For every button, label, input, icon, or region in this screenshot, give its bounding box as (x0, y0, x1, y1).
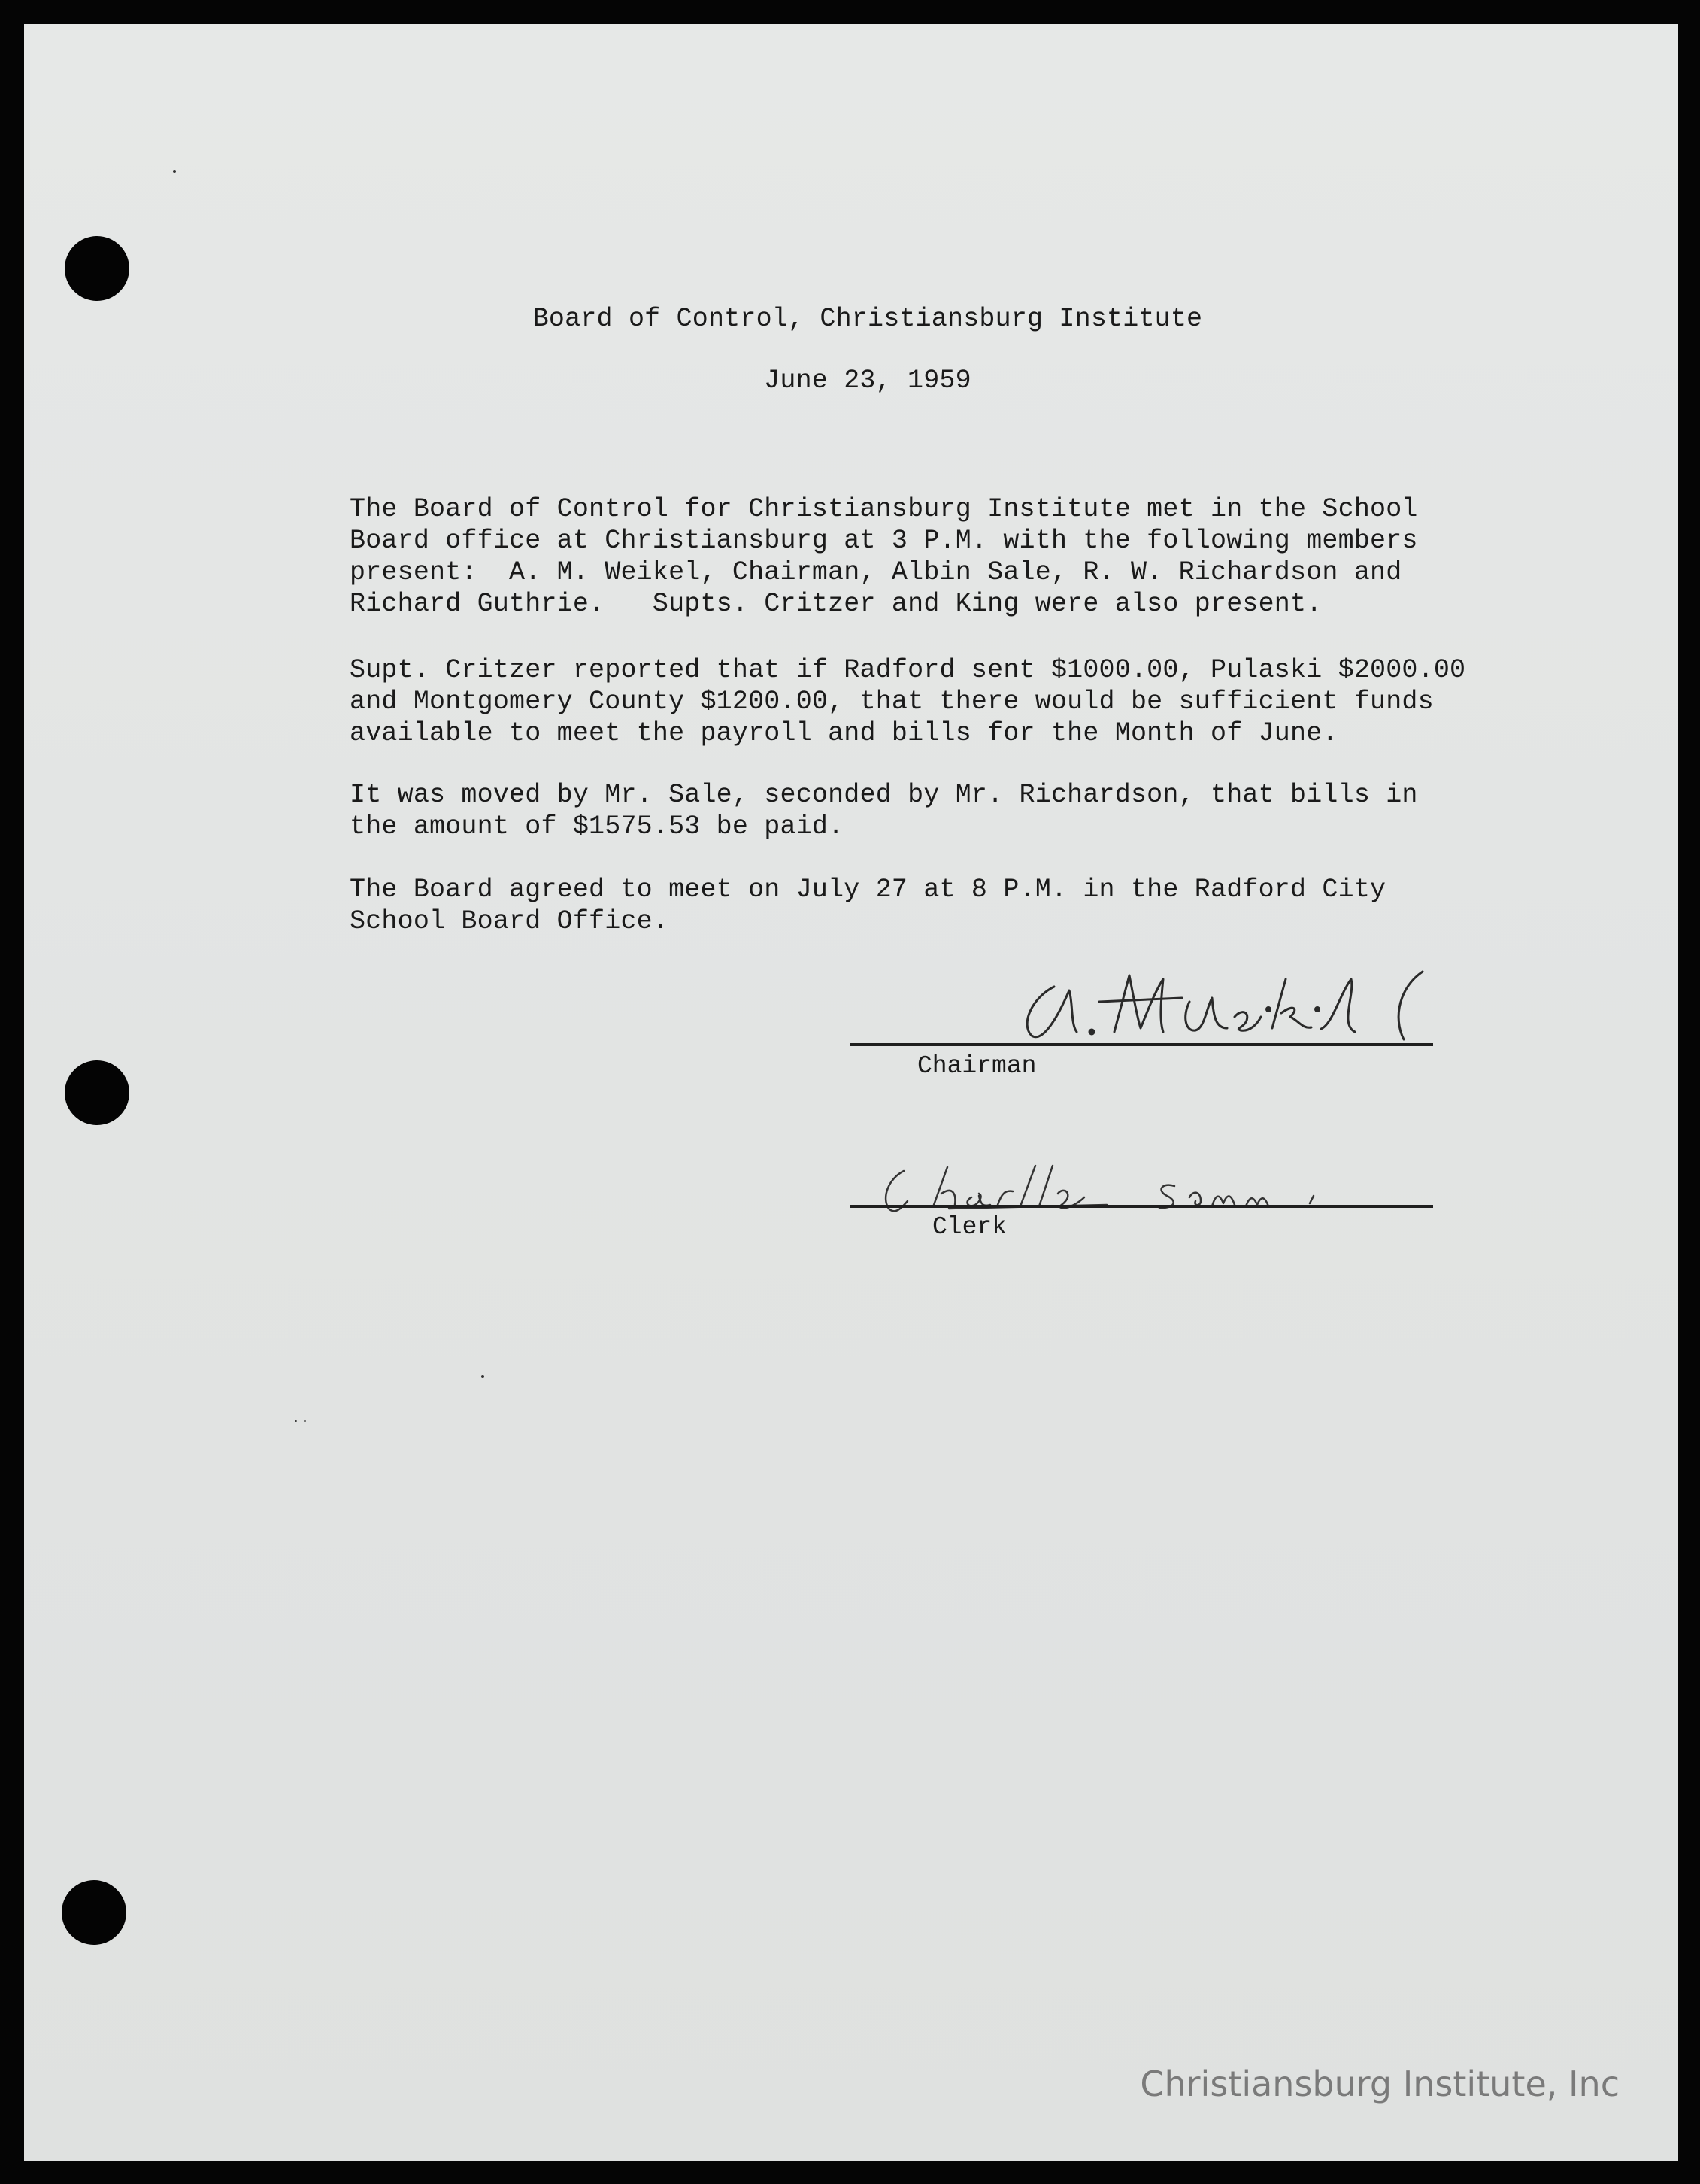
chairman-signature-line (850, 1043, 1433, 1046)
text-line: available to meet the payroll and bills for the Month of June. (350, 718, 1338, 748)
text-line: the amount of $1575.53 be paid. (350, 811, 844, 842)
clerk-label: Clerk (932, 1213, 1008, 1241)
paper-speck (173, 170, 176, 173)
paragraph-next-meeting (350, 874, 1523, 937)
paragraph-attendance (350, 493, 1523, 620)
text-line: School Board Office. (350, 906, 669, 936)
chairman-signature (1002, 957, 1453, 1054)
paper-speck (295, 1420, 297, 1422)
paper-speck (481, 1375, 484, 1378)
punch-hole (65, 1060, 129, 1125)
text-line: The Board agreed to meet on July 27 at 8 P.M. in the Radford City (350, 875, 1386, 905)
clerk-signature-line (850, 1205, 1433, 1208)
text-line: It was moved by Mr. Sale, seconded by Mr. Richardson, that bills in (350, 780, 1418, 810)
paragraph-funds-report (350, 654, 1523, 749)
paragraph-motion (350, 779, 1523, 842)
punch-hole (65, 236, 129, 301)
chairman-label: Chairman (917, 1052, 1037, 1080)
text-line: present: A. M. Weikel, Chairman, Albin Sale, R. W. Richardson and (350, 557, 1402, 587)
document-page (24, 24, 1678, 2161)
document-title: Board of Control, Christiansburg Institute (532, 304, 1203, 334)
text-line: The Board of Control for Christiansburg Institute met in the School (350, 494, 1418, 524)
paper-speck (304, 1420, 306, 1422)
text-line: Board office at Christiansburg at 3 P.M. with the following members (350, 526, 1418, 556)
watermark-text: Christiansburg Institute, Inc (1140, 2064, 1620, 2104)
text-line: Supt. Critzer reported that if Radford sent $1000.00, Pulaski $2000.00 (350, 655, 1466, 685)
punch-hole (62, 1880, 126, 1945)
document-date: June 23, 1959 (764, 366, 971, 396)
text-line: Richard Guthrie. Supts. Critzer and King were also present. (350, 589, 1323, 619)
text-line: and Montgomery County $1200.00, that there would be sufficient funds (350, 687, 1434, 717)
clerk-signature (859, 1160, 1438, 1220)
